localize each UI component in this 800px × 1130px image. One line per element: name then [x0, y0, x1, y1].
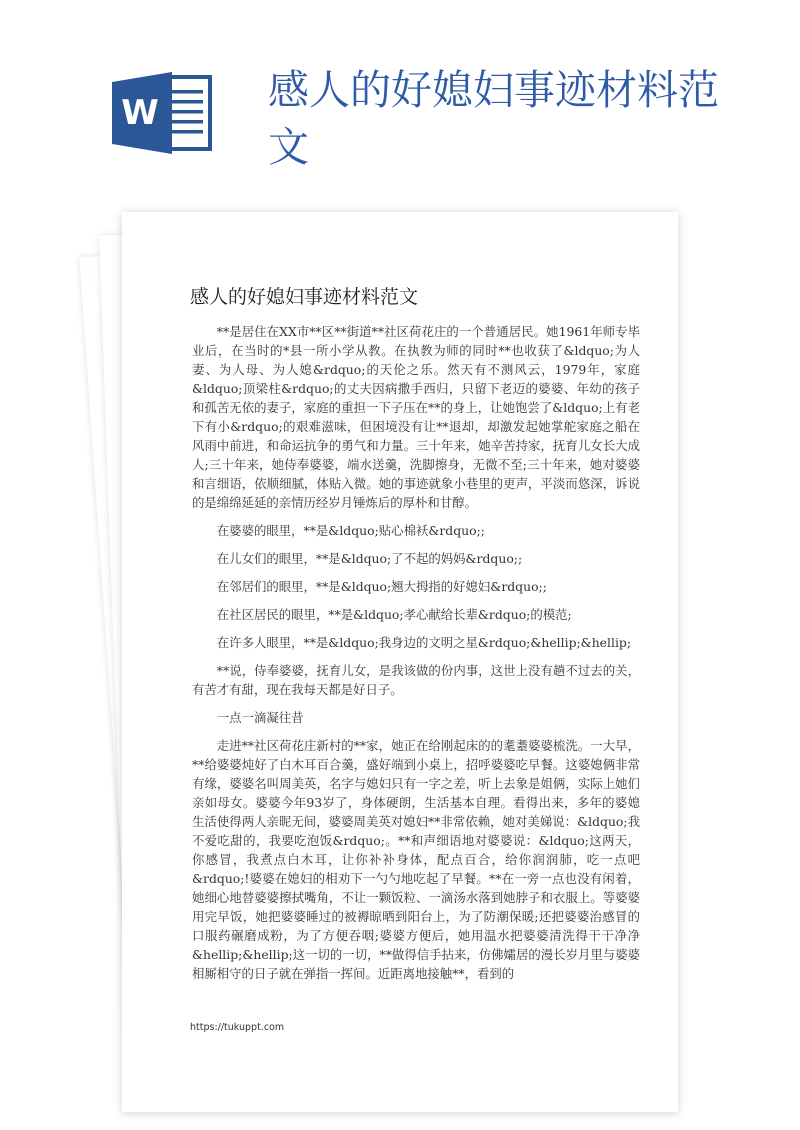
- word-logo-icon: [112, 72, 214, 154]
- section-heading: 一点一滴凝往昔: [216, 710, 304, 725]
- paragraph: **说，侍奉婆婆，抚育儿女，是我该做的份内事，这世上没有趟不过去的关，有苦才有甜，现在我每天都是好日子。: [192, 663, 640, 697]
- document-body: [192, 322, 640, 992]
- logo-letter: W: [121, 93, 159, 133]
- paragraph: 在婆婆的眼里，**是&ldquo;贴心棉袄&rdquo;;: [216, 523, 485, 538]
- paragraph: 在许多人眼里，**是&ldquo;我身边的文明之星&rdquo;&hellip;&hellip;: [216, 635, 632, 650]
- paragraph: 在儿女们的眼里，**是&ldquo;了不起的妈妈&rdquo;;: [216, 551, 523, 566]
- document-title: 感人的好媳妇事迹材料范文: [190, 286, 419, 308]
- paragraph: 走进**社区荷花庄新村的**家，她正在给刚起床的的耄耋婆婆梳洗。一大早，**给婆婆炖好了白木耳百合羹，盛好端到小桌上，招呼婆婆吃早餐。这婆媳俩非常有缘，婆婆名叫周美英，名字与媳妇只有一字之差，听上去象是姐俩，实际上她们亲如母女。婆婆今年93岁了，身体硬朗，生活基本自理。看得出来，多年的婆媳生活使得两人亲昵无间，婆婆周美英对媳妇**非常依赖，她对美娣说：&ldquo;我不爱吃甜的，我要吃泡饭&rdquo;。**和声细语地对婆婆说：&ldquo;这两天，你感冒，我煮点白木耳，让你补补身体，配点百合，给你润润肺，吃一点吧&rdquo;!婆婆在媳妇的相劝下一勺勺地吃起了早餐。**在一旁一点也没有闲着，她细心地替婆婆擦拭嘴角，不让一颗饭粒、一滴汤水落到她脖子和衣服上。等婆婆用完早饭，她把婆婆睡过的被褥晾晒到阳台上，为了防潮保暖;还把婆婆治感冒的口服药碾磨成粉，为了方便吞咽;婆婆方便后，她用温水把婆婆清洗得干干净净&hellip;&hellip;这一切的一切，**做得信手拈来，仿佛孀居的漫长岁月里与婆婆相厮相守的日子就在弹指一挥间。近距离地接触**，看到的: [192, 738, 640, 981]
- paragraph: **是居住在XX市**区**街道**社区荷花庄的一个普通居民。她1961年师专毕业后，在当时的*县一所小学从教。在执教为师的同时**也收获了&ldquo;为人妻、为人母、为人媳&rdquo;的天伦之乐。然天有不测风云，1979年，家庭&ldquo;顶梁柱&rdquo;的丈夫因病撒手西归，只留下老迈的婆婆、年幼的孩子和孤苦无依的妻子，家庭的重担一下子压在**的身上，让她饱尝了&ldquo;上有老下有小&rdquo;的艰难滋味，但困境没有让**退却，却激发起她掌舵家庭之船在风雨中前进，和命运抗争的勇气和力量。三十年来，她辛苦持家，抚育儿女长大成人;三十年来，她侍奉婆婆，端水送羹，洗脚擦身，无微不至;三十年来，她对婆婆和言细语，依顺细腻，体贴入微。她的事迹就象小巷里的更声，平淡而悠深，诉说的是绵绵延延的亲情历经岁月锤炼后的厚朴和甘醇。: [192, 324, 640, 510]
- paragraph: 在社区居民的眼里，**是&ldquo;孝心献给长辈&rdquo;的模范;: [216, 607, 572, 622]
- paragraph: 在邻居们的眼里，**是&ldquo;翘大拇指的好媳妇&rdquo;;: [216, 579, 547, 594]
- footer-url: https://tukuppt.com: [190, 1022, 285, 1033]
- page-title: 感人的好媳妇事迹材料范文: [268, 66, 719, 171]
